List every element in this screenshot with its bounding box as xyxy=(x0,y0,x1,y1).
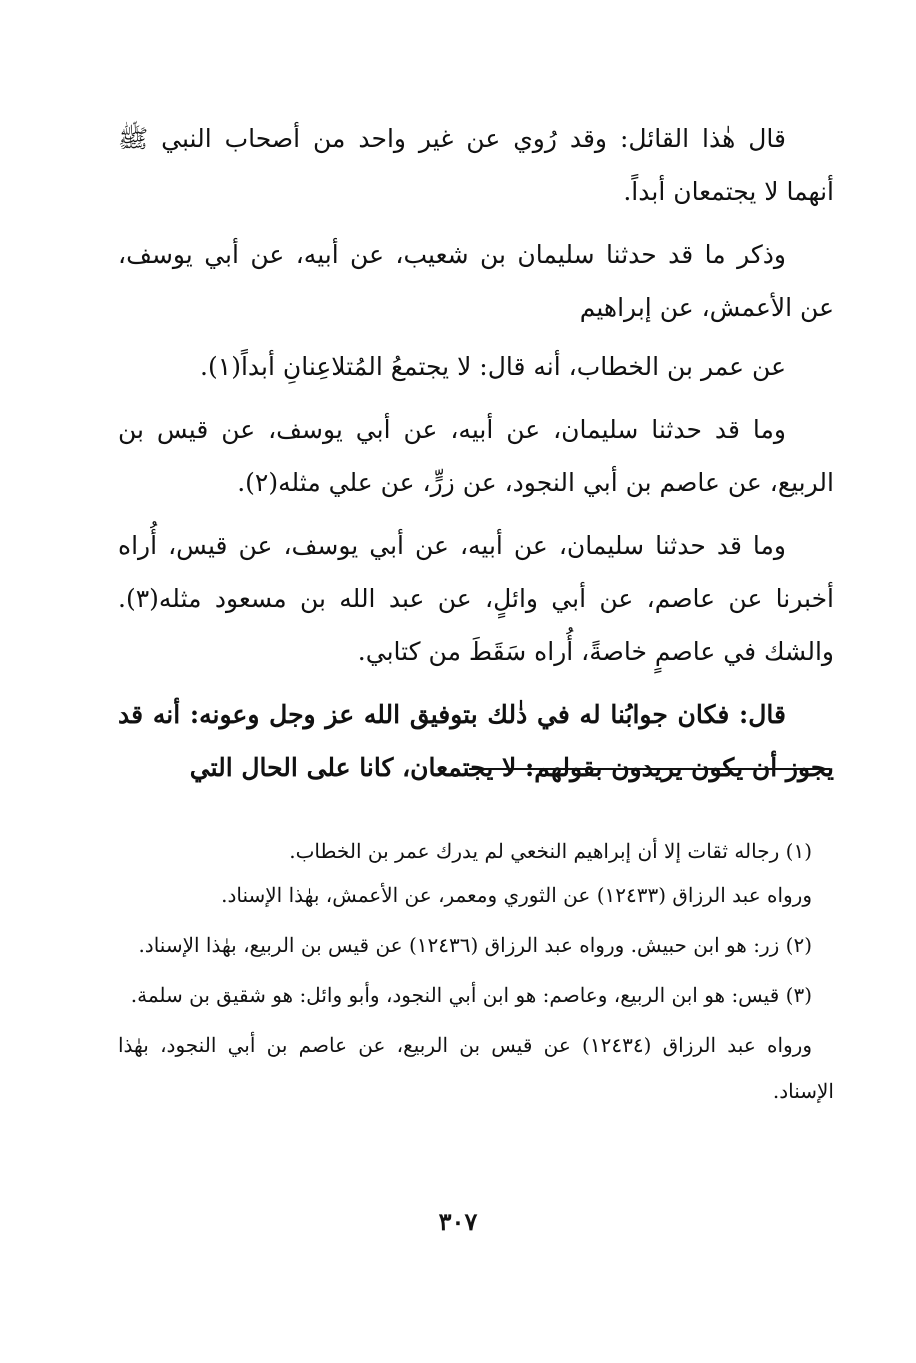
footnote-3: (٣) قيس: هو ابن الربيع، وعاصم: هو ابن أبي النجود، وأبو وائل: هو شقيق بن سلمة. xyxy=(130,983,812,1007)
page-number: ٣٠٧ xyxy=(438,1207,478,1236)
paragraph-6: قال: فكان جوابُنا له في ذٰلك بتوفيق الله عز وجل وعونه: أنه قد يجوز أن يكون يريدون بقولهم: لا يجتمعان، كانا على الحال التي xyxy=(118,700,834,782)
footnote-2: (٢) زر: هو ابن حبيش. ورواه عبد الرزاق (١٢٤٣٦) عن قيس بن الربيع، بهٰذا الإسناد. xyxy=(138,933,812,957)
paragraph-3: عن عمر بن الخطاب، أنه قال: لا يجتمعُ المُتلاعِنانِ أبداً(١). xyxy=(200,352,786,381)
paragraph-5: وما قد حدثنا سليمان، عن أبيه، عن أبي يوسف، عن قيس، أُراه أخبرنا عن عاصم، عن أبي وائلٍ، عن عبد الله بن مسعود مثله(٣). والشك في عاصمٍ خاصةً، أُراه سَقَطَ من كتابي. xyxy=(118,531,834,666)
paragraph-4: وما قد حدثنا سليمان، عن أبيه، عن أبي يوسف، عن قيس بن الربيع، عن عاصم بن أبي النجود، عن زرٍّ، عن علي مثله(٢). xyxy=(118,415,834,497)
footnote-divider xyxy=(469,768,830,770)
paragraph-1: قال هٰذا القائل: وقد رُوي عن غير واحد من أصحاب النبي ﷺ أنهما لا يجتمعان أبداً. xyxy=(118,124,834,206)
footnote-1: (١) رجاله ثقات إلا أن إبراهيم النخعي لم يدرك عمر بن الخطاب. xyxy=(289,839,812,863)
paragraph-2: وذكر ما قد حدثنا سليمان بن شعيب، عن أبيه، عن أبي يوسف، عن الأعمش، عن إبراهيم xyxy=(118,240,834,322)
main-text xyxy=(118,112,834,804)
footnote-1-continued: ورواه عبد الرزاق (١٢٤٣٣) عن الثوري ومعمر، عن الأعمش، بهٰذا الإسناد. xyxy=(221,883,812,907)
footnote-3-continued: ورواه عبد الرزاق (١٢٤٣٤) عن قيس بن الربيع، عن عاصم بن أبي النجود، بهٰذا الإسناد. xyxy=(118,1033,834,1103)
footnotes xyxy=(118,828,834,1118)
